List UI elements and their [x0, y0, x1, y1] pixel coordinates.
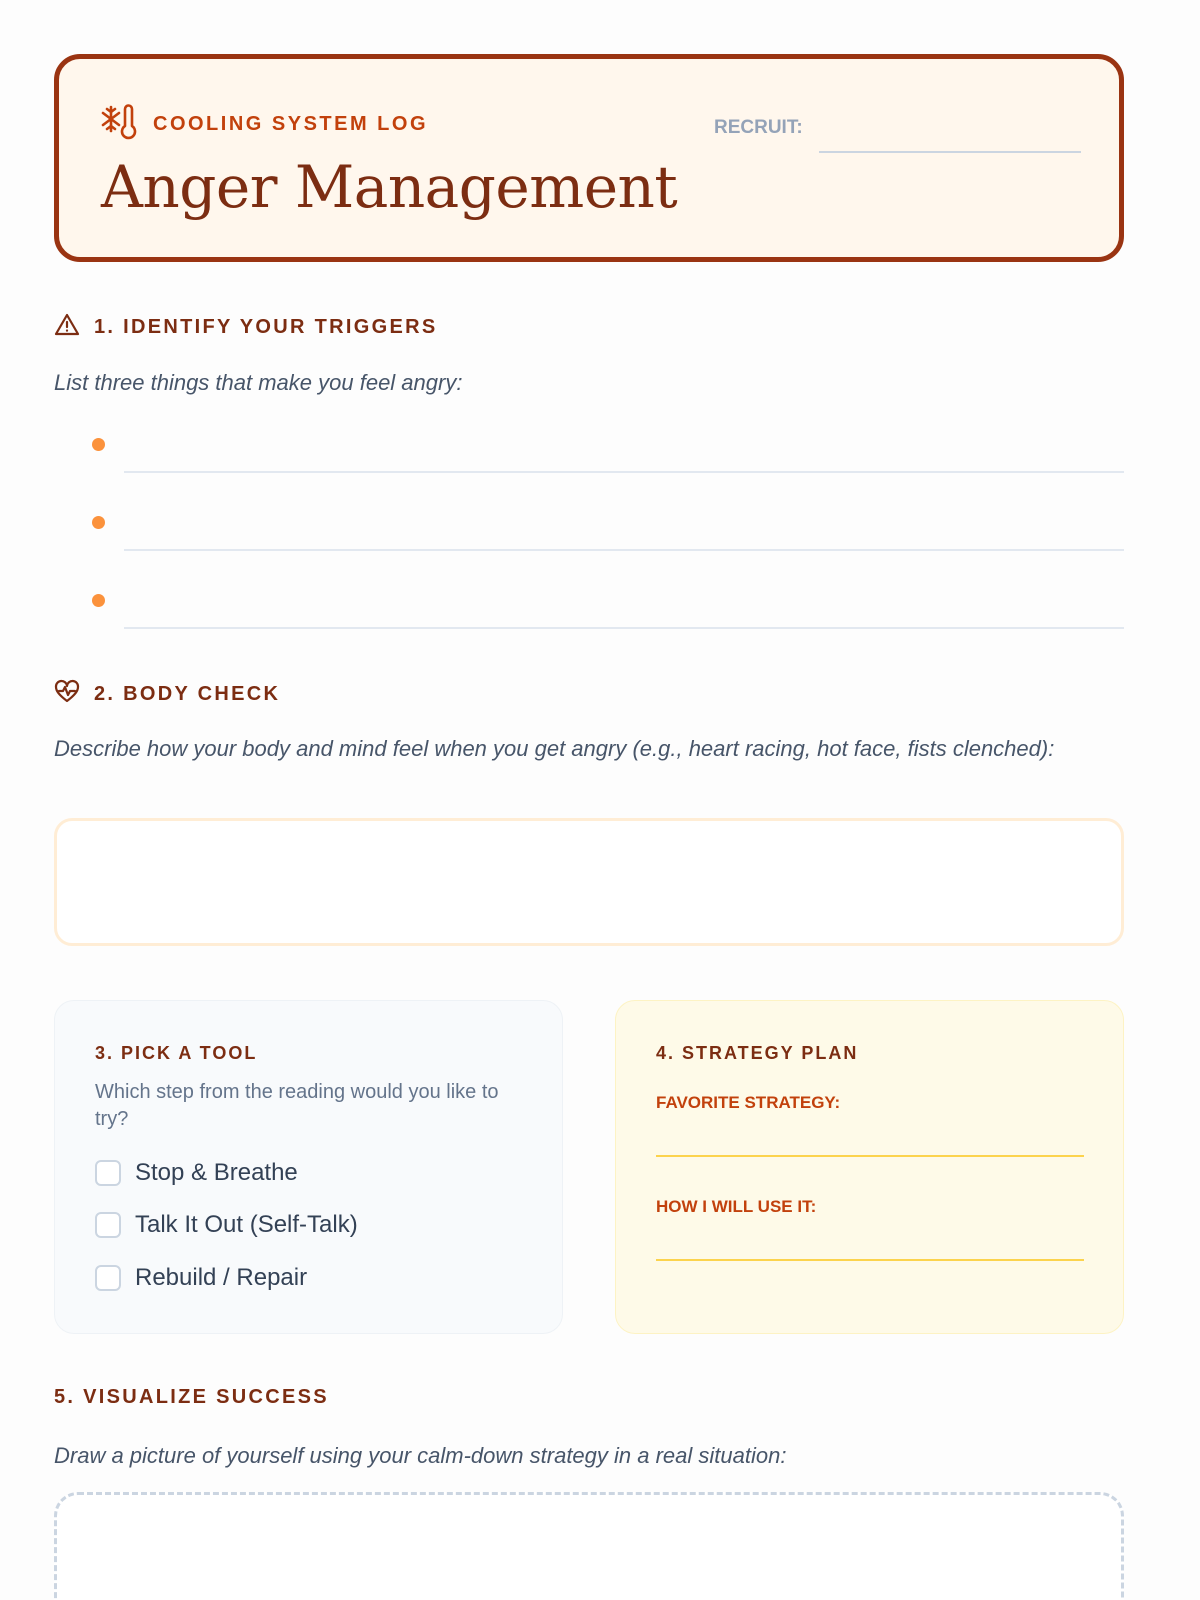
body-check-answer-box[interactable] — [54, 818, 1124, 946]
checkbox[interactable] — [95, 1212, 121, 1238]
bullet-dot — [92, 438, 105, 451]
header-kicker — [101, 103, 428, 146]
triggers-heading — [54, 312, 437, 343]
checkbox[interactable] — [95, 1265, 121, 1291]
warning-triangle-icon — [54, 312, 80, 343]
recruit-label: RECRUIT: — [714, 117, 803, 138]
body-check-heading-text: 2. BODY CHECK — [94, 683, 281, 705]
page-title: Anger Management — [101, 153, 678, 221]
body-check-heading — [54, 679, 280, 710]
favorite-strategy-label: FAVORITE STRATEGY: — [656, 1093, 841, 1112]
tool-option-self-talk[interactable] — [95, 1211, 358, 1239]
trigger-line-1[interactable] — [124, 471, 1124, 473]
trigger-entry-1 — [92, 430, 1124, 474]
body-check-prompt: Describe how your body and mind feel when you get angry (e.g., heart racing, hot face, fists clenched): — [54, 736, 1055, 761]
worksheet-header — [54, 54, 1124, 262]
drawing-area[interactable] — [54, 1492, 1124, 1600]
tool-option-label: Talk It Out (Self-Talk) — [135, 1211, 358, 1238]
heart-pulse-icon — [54, 679, 80, 710]
header-kicker-text: COOLING SYSTEM LOG — [153, 113, 429, 135]
visualize-heading — [54, 1386, 329, 1409]
triggers-prompt: List three things that make you feel angry: — [54, 370, 463, 395]
tool-option-rebuild-repair[interactable] — [95, 1264, 307, 1292]
checkbox[interactable] — [95, 1160, 121, 1186]
recruit-name-field[interactable] — [819, 151, 1081, 153]
bullet-dot — [92, 516, 105, 529]
triggers-heading-text: 1. IDENTIFY YOUR TRIGGERS — [94, 316, 438, 338]
trigger-entry-3 — [92, 586, 1124, 630]
strategy-plan-heading: 4. STRATEGY PLAN — [656, 1043, 859, 1063]
strategy-plan-card — [615, 1000, 1124, 1334]
visualize-heading-text: 5. VISUALIZE SUCCESS — [54, 1386, 329, 1408]
pick-tool-heading: 3. PICK A TOOL — [95, 1043, 258, 1063]
thermometer-snowflake-icon — [101, 103, 139, 146]
tool-option-stop-breathe[interactable] — [95, 1159, 298, 1187]
trigger-entry-2 — [92, 508, 1124, 552]
tool-option-label: Rebuild / Repair — [135, 1264, 308, 1291]
bullet-dot — [92, 594, 105, 607]
trigger-line-3[interactable] — [124, 627, 1124, 629]
favorite-strategy-field[interactable] — [656, 1155, 1084, 1157]
how-i-will-use-it-label: HOW I WILL USE IT: — [656, 1197, 817, 1216]
visualize-prompt: Draw a picture of yourself using your calm-down strategy in a real situation: — [54, 1443, 787, 1468]
pick-tool-card — [54, 1000, 563, 1334]
trigger-line-2[interactable] — [124, 549, 1124, 551]
tool-option-label: Stop & Breathe — [135, 1159, 298, 1186]
pick-tool-prompt: Which step from the reading would you like to try? — [95, 1081, 499, 1130]
how-i-will-use-it-field[interactable] — [656, 1259, 1084, 1261]
